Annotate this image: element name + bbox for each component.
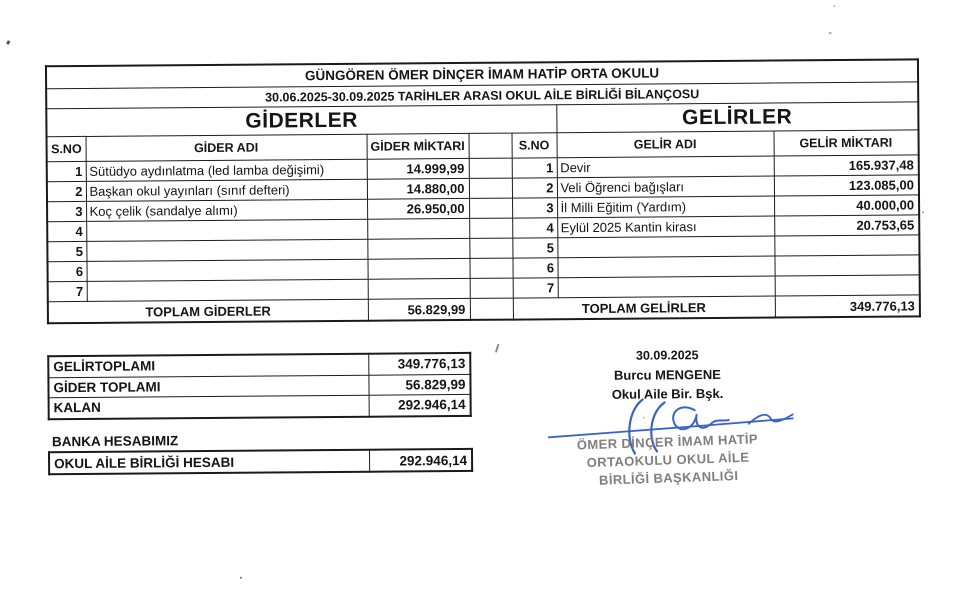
expense-row-no: 4 <box>47 221 86 241</box>
stamp-line: ORTAOKULU OKUL AİLE <box>586 449 750 471</box>
bank-account-label: OKUL AİLE BİRLİĞİ HESABI <box>49 450 369 475</box>
income-row-no: 7 <box>513 278 558 298</box>
expense-row-name: Başkan okul yayınları (sınıf defteri) <box>86 179 367 201</box>
income-total-label: GELİRTOPLAMI <box>48 354 368 378</box>
expense-amount-header: GİDER MİKTARI <box>367 133 469 159</box>
table-row <box>49 394 471 418</box>
total-incomes-amount: 349.776,13 <box>775 295 920 318</box>
expense-row-name <box>86 239 367 261</box>
income-row-name: İl Milli Eğitim (Yardım) <box>557 196 774 218</box>
expense-row-no: 1 <box>47 161 86 181</box>
stamp-line: BİRLİĞİ BAŞKANLIĞI <box>598 468 739 488</box>
scan-speck <box>495 344 500 353</box>
income-row-amount <box>775 275 920 296</box>
spacer-cell <box>469 238 512 258</box>
income-row-no: 5 <box>512 238 557 258</box>
expense-no-header: S.NO <box>47 136 86 161</box>
spacer-cell <box>469 198 512 218</box>
income-row-name: Veli Öğrenci bağışları <box>557 176 774 198</box>
spacer-cell <box>468 133 511 158</box>
incomes-section-title: GELİRLER <box>556 102 918 133</box>
expense-total-label: GİDER TOPLAMI <box>48 375 368 398</box>
expenses-section-title: GİDERLER <box>46 105 556 137</box>
bank-account-heading: BANKA HESABIMIZ <box>51 433 179 450</box>
expense-row-no: 5 <box>47 241 86 261</box>
balance-table <box>45 58 921 324</box>
stamp-line: ÖMER DİNÇER İMAM HATİP <box>576 431 759 453</box>
signature-block <box>557 348 777 488</box>
expense-row-amount: 14.999,99 <box>367 158 469 179</box>
expense-row-name <box>87 279 368 301</box>
income-amount-header: GELİR MİKTARI <box>773 130 918 156</box>
expense-row-name: Sütüdyo aydınlatma (led lamba değişimi) <box>86 159 367 181</box>
expense-row-amount: 26.950,00 <box>367 198 469 219</box>
bank-account-table <box>48 448 473 475</box>
income-row-name: Devir <box>557 156 774 178</box>
income-no-header: S.NO <box>511 133 556 158</box>
expense-row-amount: 14.880,00 <box>367 178 469 199</box>
expense-row-no: 7 <box>48 281 87 301</box>
signature-date: 30.09.2025 <box>635 348 699 363</box>
expense-row-amount <box>367 238 469 259</box>
spacer-cell <box>469 178 512 198</box>
bank-account-value: 292.946,14 <box>369 449 472 472</box>
scan-speck <box>643 417 645 419</box>
expense-row-amount <box>367 218 469 239</box>
income-row-amount: 40.000,00 <box>774 195 919 216</box>
income-row-name <box>558 276 775 298</box>
income-name-header: GELİR ADI <box>556 131 773 158</box>
spacer-cell <box>469 258 512 278</box>
total-expenses-label: TOPLAM GİDERLER <box>48 299 368 323</box>
expense-row-amount <box>368 278 470 299</box>
expense-row-no: 3 <box>47 201 86 221</box>
income-row-no: 3 <box>512 198 557 218</box>
expense-row-no: 6 <box>47 261 86 281</box>
income-row-no: 6 <box>512 258 557 278</box>
scan-speck <box>834 5 836 7</box>
income-row-amount: 20.753,65 <box>774 215 919 236</box>
expense-row-name: Koç çelik (sandalye alımı) <box>86 199 367 221</box>
total-incomes-label: TOPLAM GELİRLER <box>513 296 775 320</box>
expense-row-name <box>86 259 367 281</box>
income-row-amount: 123.085,00 <box>774 175 919 196</box>
expense-name-header: GİDER ADI <box>86 134 367 161</box>
scan-speck <box>240 577 242 579</box>
income-row-name: Eylül 2025 Kantin kirası <box>557 216 774 238</box>
income-row-amount: 165.937,48 <box>774 155 919 176</box>
income-row-no: 2 <box>512 178 557 198</box>
income-row-no: 4 <box>512 218 557 238</box>
income-row-amount <box>774 255 919 276</box>
spacer-cell <box>470 298 513 320</box>
stamp-text <box>552 429 784 491</box>
table-row <box>49 449 472 474</box>
period-title: 30.06.2025-30.09.2025 TARİHLER ARASI OKUL AİLE BİRLİĞİ BİLANÇOSU <box>46 82 918 109</box>
income-row-amount <box>774 235 919 256</box>
expense-total-value: 56.829,99 <box>368 374 470 395</box>
expense-row-no: 2 <box>47 181 86 201</box>
income-row-no: 1 <box>512 158 557 178</box>
signer-name: Burcu MENGENE <box>613 366 721 383</box>
summary-table <box>47 352 471 420</box>
signer-title: Okul Aile Bir. Bşk. <box>611 385 724 402</box>
scan-speck <box>829 32 832 34</box>
income-row-name <box>557 256 774 278</box>
balance-label: KALAN <box>49 395 369 419</box>
scan-speck <box>6 40 11 45</box>
school-name: GÜNGÖREN ÖMER DİNÇER İMAM HATİP ORTA OKULU <box>46 59 918 88</box>
spacer-cell <box>469 158 512 178</box>
expense-row-amount <box>367 258 469 279</box>
income-total-value: 349.776,13 <box>368 353 470 375</box>
scan-speck <box>922 211 924 213</box>
balance-value: 292.946,14 <box>369 394 471 416</box>
expense-row-name <box>86 219 367 241</box>
total-expenses-amount: 56.829,99 <box>368 298 470 320</box>
income-row-name <box>557 236 774 258</box>
spacer-cell <box>469 218 512 238</box>
spacer-cell <box>470 278 513 298</box>
